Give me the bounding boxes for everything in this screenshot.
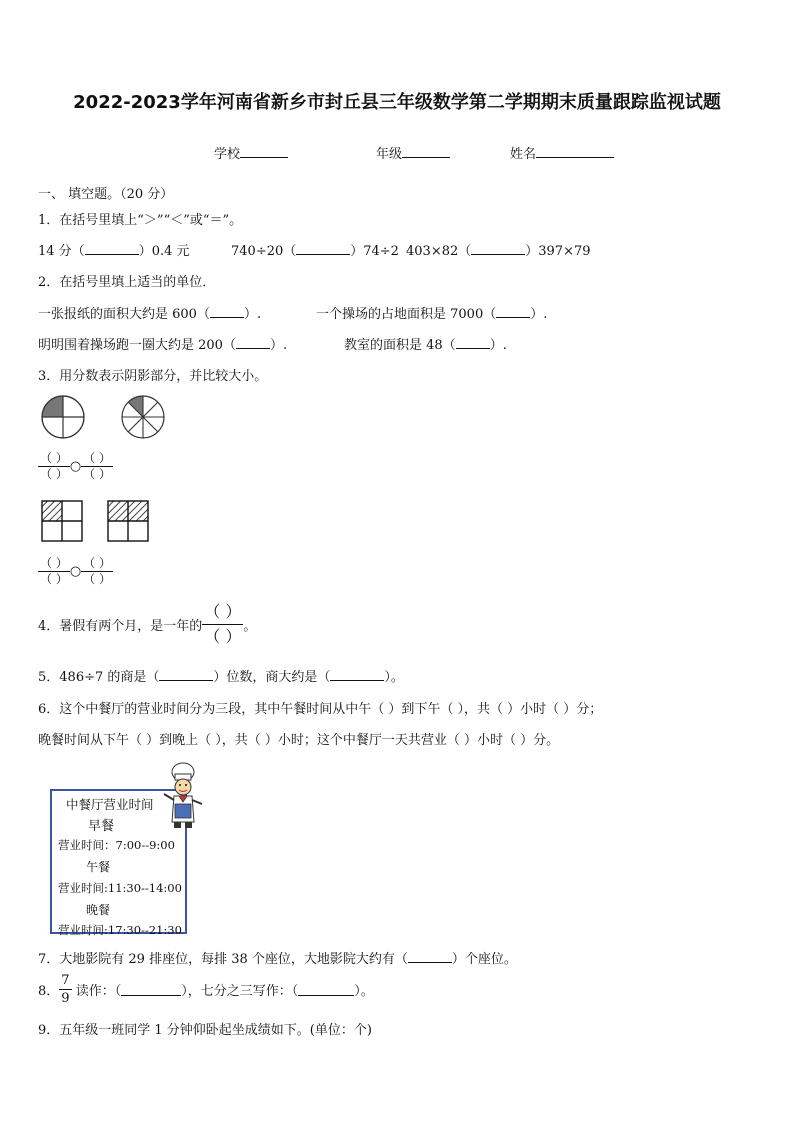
question-1-a: 14 分（ ）0.4 元 xyxy=(38,244,190,259)
question-5: 5．486÷7 的商是（ ）位数，商大约是（ ）。 xyxy=(38,670,404,685)
lunch-label: 午餐 xyxy=(86,860,111,874)
fraction-compare-1: $\frac{( )}{( )}$ ○ $\frac{( )}{( )}$ xyxy=(40,451,111,481)
question-2-a: 一张报纸的面积大约是 600（ ）. xyxy=(38,307,262,322)
dinner-time: 营业时间:17:30--21:30 xyxy=(58,923,182,937)
menu-title: 中餐厅营业时间 xyxy=(66,797,154,812)
lunch-time: 营业时间:11:30--14:00 xyxy=(58,881,182,895)
square-quarter-figure xyxy=(41,500,85,542)
question-1: 1．在括号里填上“＞”“＜”或“＝”。 xyxy=(38,213,243,228)
question-4: 4．暑假有两个月，是一年的 $\frac{( )}{( )}$ 。 xyxy=(38,602,257,646)
section-heading: 一、 填空题。（20 分） xyxy=(38,187,174,202)
question-3: 3．用分数表示阴影部分，并比较大小。 xyxy=(38,369,268,384)
breakfast-label: 早餐 xyxy=(88,819,115,834)
circle-eighths-figure xyxy=(120,395,168,441)
page-title: 2022-2023学年河南省新乡市封丘县三年级数学第二学期期末质量跟踪监视试题 xyxy=(73,92,721,113)
question-7: 7．大地影院有 29 排座位，每排 38 个座位，大地影院大约有（ ）个座位。 xyxy=(38,952,517,967)
grade-field: 年级 xyxy=(376,143,450,162)
question-6-line-1: 6．这个中餐厅的营业时间分为三段，其中午餐时间从中午（ ）到下午（ ），共（ ）小时（ ）分； xyxy=(38,702,603,717)
square-half-figure xyxy=(107,500,151,542)
question-2: 2．在括号里填上适当的单位． xyxy=(38,275,216,290)
question-9: 9．五年级一班同学 1 分钟仰卧起坐成绩如下。(单位：个) xyxy=(38,1023,372,1038)
circle-quarters-figure xyxy=(40,395,88,441)
dinner-label: 晚餐 xyxy=(86,903,111,917)
breakfast-time: 营业时间：7:00--9:00 xyxy=(58,838,175,852)
question-1-c: 403×82（ ）397×79 xyxy=(406,244,591,259)
question-1-b: 740÷20（ ）74÷2 xyxy=(231,244,399,259)
fraction-compare-2: $\frac{( )}{( )}$ ○ $\frac{( )}{( )}$ xyxy=(40,556,111,586)
chef-illustration xyxy=(160,760,206,832)
question-8: 8． $\frac{7}{9}$ 读作：（ ），七分之三写作：（ ）。 xyxy=(38,973,374,1006)
question-6-line-2: 晚餐时间从下午（ ）到晚上（ ），共（ ）小时；这个中餐厅一天共营业（ ）小时（ ）分。 xyxy=(38,733,560,748)
name-field: 姓名 xyxy=(510,143,614,162)
question-2-b: 一个操场的占地面积是 7000（ ）. xyxy=(316,307,548,322)
question-2-c: 明明围着操场跑一圈大约是 200（ ）. xyxy=(38,338,288,353)
question-2-d: 教室的面积是 48（ ）. xyxy=(344,338,507,353)
school-field: 学校 xyxy=(214,143,288,162)
